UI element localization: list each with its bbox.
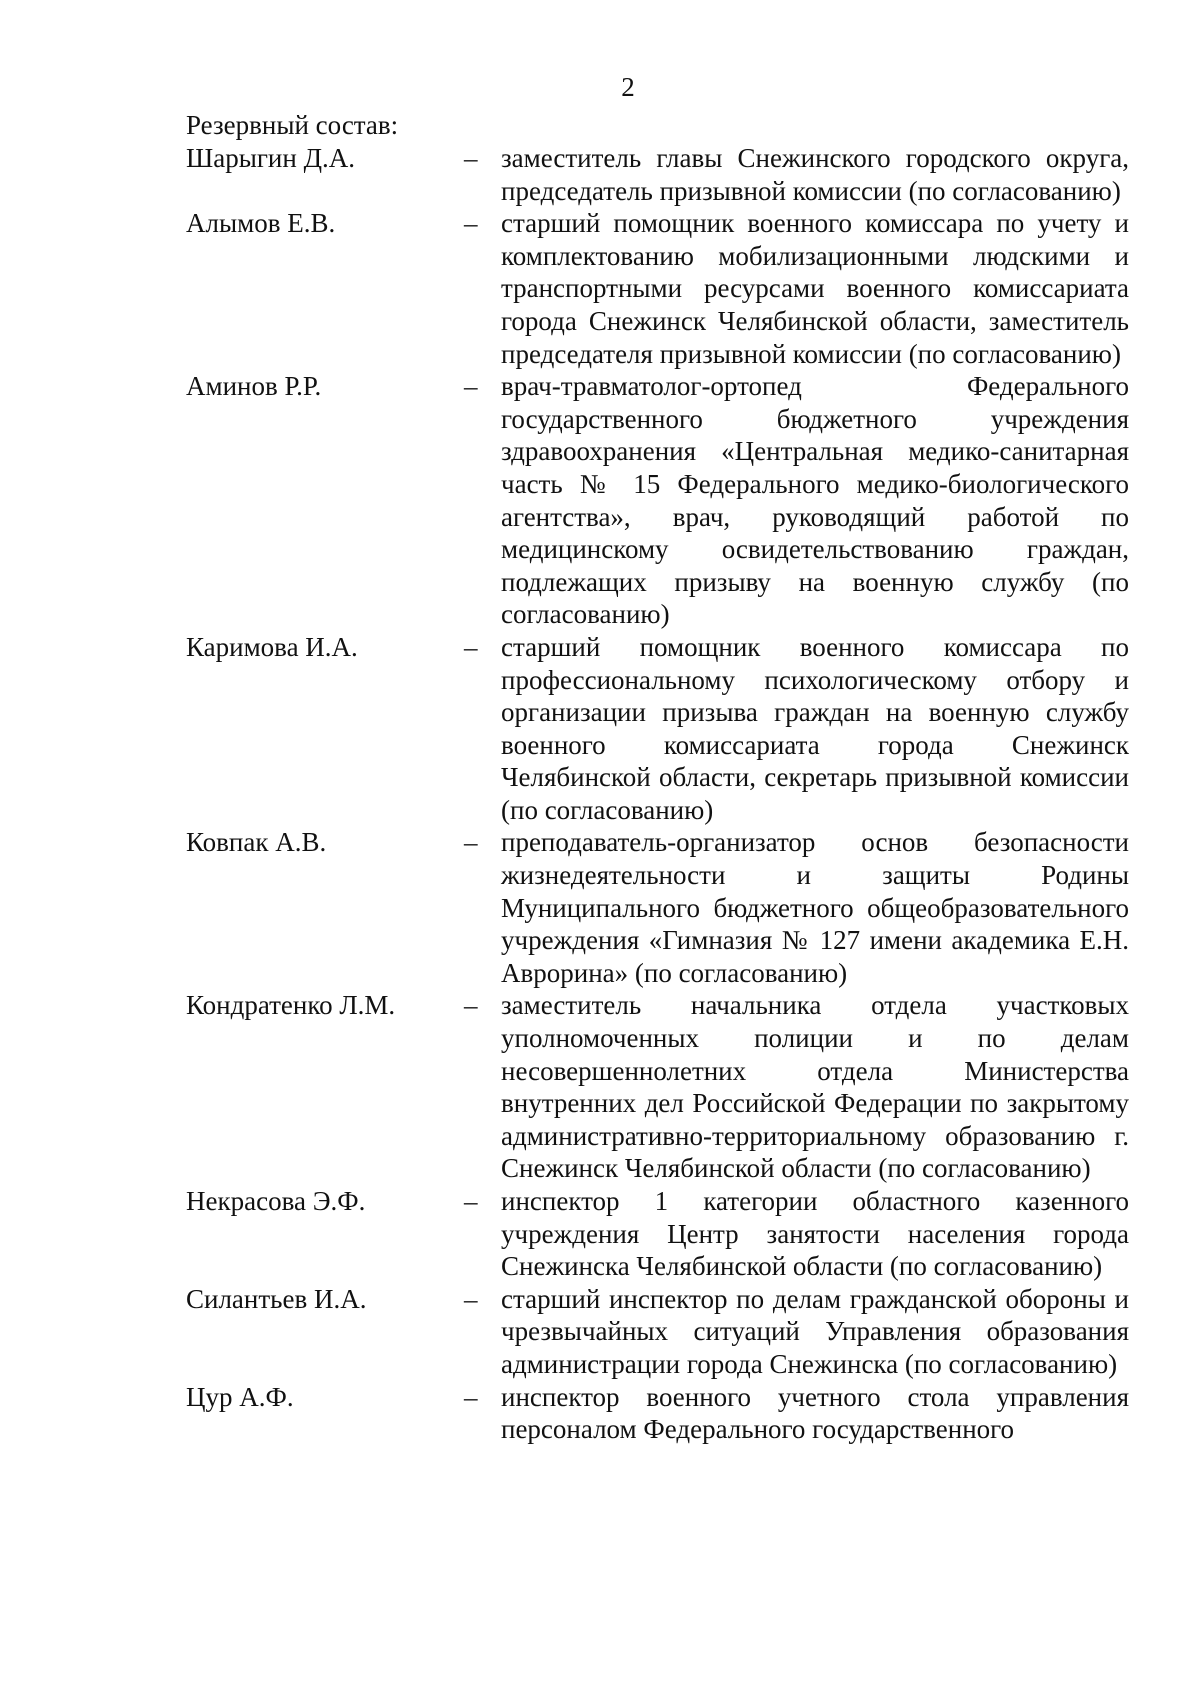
member-description: старший инспектор по делам гражданской обороны и чрезвычайных ситуаций Управления образования администрации города Снежинска (по согласованию) [501, 1283, 1129, 1379]
member-description: заместитель главы Снежинского городского округа, председатель призывной комиссии (по согласованию) [501, 143, 1129, 206]
member-list [186, 142, 1136, 1446]
member-description: заместитель начальника отдела участковых уполномоченных полиции и по делам несовершеннолетних отдела Министерства внутренних дел Российской Федерации по закрытому административно-территориальному образованию г. Снежинск Челябинской области (по согласованию) [501, 990, 1129, 1184]
member-name: Силантьев И.А. [186, 1283, 367, 1314]
member-description: врач-травматолог-ортопед Федерального государственного бюджетного учреждения здравоохранения «Центральная медико-санитарная часть № 15 Федерального медико-биологического агентства», врач, руководящий работой по медицинскому освидетельствованию граждан, подлежащих призыву на военную службу (по согласованию) [501, 371, 1129, 630]
list-item [186, 826, 1136, 989]
page-number: 2 [621, 72, 635, 102]
dash-separator: – [464, 631, 478, 662]
member-description: инспектор 1 категории областного казенного учреждения Центр занятости населения города Снежинска Челябинской области (по согласованию) [501, 1186, 1129, 1282]
dash-separator: – [464, 990, 478, 1021]
member-name: Алымов Е.В. [186, 208, 336, 239]
list-item [186, 142, 1136, 207]
member-name: Ковпак А.В. [186, 827, 327, 858]
dash-separator: – [464, 1283, 478, 1314]
member-description: старший помощник военного комиссара по профессиональному психологическому отбору и организации призыва граждан на военную службу военного комиссариата города Снежинск Челябинской области, секретарь призывной комиссии (по согласованию) [501, 631, 1129, 825]
member-name: Кондратенко Л.М. [186, 990, 396, 1021]
member-name: Некрасова Э.Ф. [186, 1186, 366, 1216]
section-title: Резервный состав: [186, 110, 399, 140]
dash-separator: – [464, 208, 478, 239]
list-item [186, 631, 1136, 827]
dash-separator: – [464, 143, 478, 173]
member-name: Аминов Р.Р. [186, 371, 322, 402]
member-description: инспектор военного учетного стола управления персоналом Федерального государственного [501, 1381, 1129, 1445]
list-item [186, 1185, 1136, 1283]
dash-separator: – [464, 1381, 478, 1412]
list-item [186, 207, 1136, 370]
member-name: Цур А.Ф. [186, 1381, 294, 1412]
dash-separator: – [464, 371, 478, 402]
member-description: старший помощник военного комиссара по учету и комплектованию мобилизационными людскими и транспортными ресурсами военного комиссариата города Снежинск Челябинской области, заместитель председателя призывной комиссии (по согласованию) [501, 208, 1129, 369]
member-description: преподаватель-организатор основ безопасности жизнедеятельности и защиты Родины Муниципального бюджетного общеобразовательного учреждения «Гимназия № 127 имени академика Е.Н. Аврорина» (по согласованию) [501, 827, 1129, 988]
dash-separator: – [464, 827, 478, 858]
list-item [186, 989, 1136, 1185]
member-name: Каримова И.А. [186, 631, 358, 662]
list-item [186, 1283, 1136, 1381]
list-item [186, 1381, 1136, 1446]
member-name: Шарыгин Д.А. [186, 143, 356, 173]
list-item [186, 370, 1136, 631]
dash-separator: – [464, 1186, 478, 1216]
